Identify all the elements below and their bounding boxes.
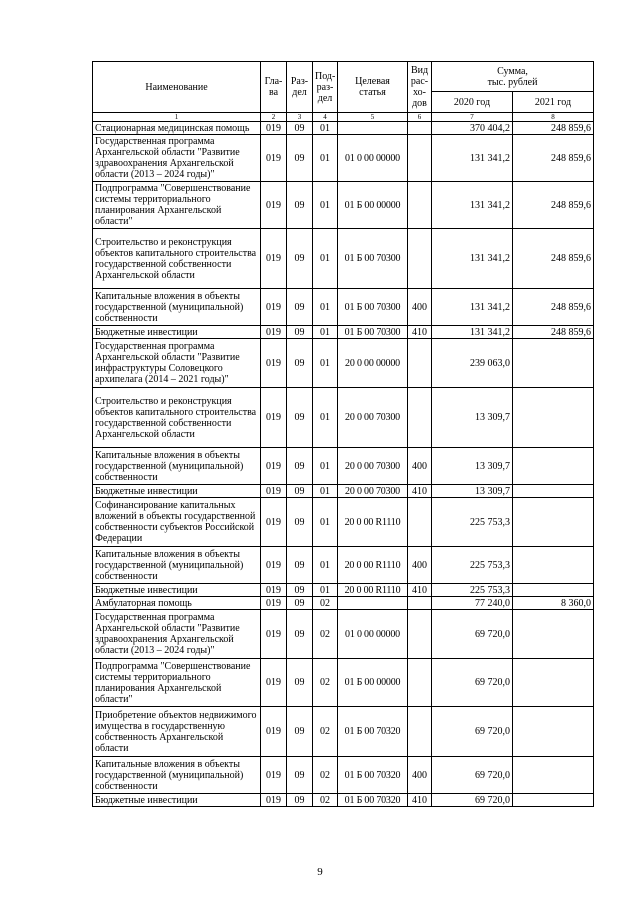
row-target: 01 Б 00 70320 (338, 757, 408, 794)
row-sum-2021: 248 859,6 (513, 122, 594, 135)
row-sum-2021 (513, 757, 594, 794)
row-target: 20 0 00 00000 (338, 339, 408, 388)
table-row (93, 229, 594, 289)
row-name: Государственная программа Архангельской области "Развитие инфраструктуры Соловецкого архипелага (2014 – 2021 годы)" (93, 339, 261, 388)
row-target: 01 Б 00 70320 (338, 707, 408, 757)
row-expense-type (408, 182, 432, 229)
table-row (93, 498, 594, 547)
header-target-label: Целевая статья (355, 76, 390, 98)
row-sum-2020: 225 753,3 (432, 498, 513, 547)
row-chapter: 019 (261, 597, 287, 610)
row-sum-2021 (513, 707, 594, 757)
column-number: 7 (432, 113, 513, 122)
row-expense-type: 400 (408, 448, 432, 485)
row-expense-type: 400 (408, 757, 432, 794)
table-row (93, 122, 594, 135)
row-sum-2020: 239 063,0 (432, 339, 513, 388)
budget-table (92, 61, 594, 807)
row-name: Капитальные вложения в объекты государственной (муниципальной) собственности (93, 448, 261, 485)
header-section-label: Раз- дел (290, 76, 309, 98)
row-sum-2020: 13 309,7 (432, 485, 513, 498)
header-section (287, 62, 313, 113)
header-year-2021: 2021 год (513, 92, 594, 113)
row-target: 20 0 00 70300 (338, 485, 408, 498)
header-subsection-label: Под- раз- дел (315, 70, 336, 104)
row-section: 09 (287, 610, 313, 659)
row-section: 09 (287, 326, 313, 339)
row-subsection: 01 (313, 182, 338, 229)
header-chapter-label: Гла- ва (264, 76, 283, 98)
row-sum-2021 (513, 610, 594, 659)
column-number: 8 (513, 113, 594, 122)
row-sum-2021: 248 859,6 (513, 229, 594, 289)
table-row (93, 757, 594, 794)
row-chapter: 019 (261, 794, 287, 807)
row-expense-type (408, 388, 432, 448)
table-row (93, 794, 594, 807)
row-sum-2020: 13 309,7 (432, 448, 513, 485)
row-name: Бюджетные инвестиции (93, 794, 261, 807)
row-sum-2020: 69 720,0 (432, 794, 513, 807)
row-target: 01 Б 00 00000 (338, 182, 408, 229)
column-number: 5 (338, 113, 408, 122)
row-chapter: 019 (261, 339, 287, 388)
row-sum-2021 (513, 794, 594, 807)
column-number: 1 (93, 113, 261, 122)
header-sum-label: Сумма, тыс. рублей (487, 65, 538, 88)
row-target: 20 0 00 70300 (338, 388, 408, 448)
row-chapter: 019 (261, 659, 287, 707)
row-chapter: 019 (261, 707, 287, 757)
page-number: 9 (317, 866, 323, 878)
row-target: 01 Б 00 70320 (338, 794, 408, 807)
row-name: Строительство и реконструкция объектов капитального строительства государственной собственности Архангельской области (93, 229, 261, 289)
column-number: 2 (261, 113, 287, 122)
row-sum-2020: 131 341,2 (432, 326, 513, 339)
row-sum-2021: 8 360,0 (513, 597, 594, 610)
row-subsection: 01 (313, 289, 338, 326)
row-subsection: 01 (313, 339, 338, 388)
column-number: 6 (408, 113, 432, 122)
row-sum-2021: 248 859,6 (513, 135, 594, 182)
row-name: Приобретение объектов недвижимого имущества в государственную собственность Архангельской области (93, 707, 261, 757)
row-section: 09 (287, 757, 313, 794)
row-sum-2021 (513, 547, 594, 584)
row-section: 09 (287, 485, 313, 498)
table-row (93, 610, 594, 659)
row-chapter: 019 (261, 122, 287, 135)
table-row (93, 135, 594, 182)
row-target (338, 122, 408, 135)
row-subsection: 01 (313, 388, 338, 448)
row-chapter: 019 (261, 547, 287, 584)
header-name: Наименование (93, 62, 261, 113)
row-target: 01 0 00 00000 (338, 610, 408, 659)
table-row (93, 388, 594, 448)
table-row (93, 448, 594, 485)
row-section: 09 (287, 182, 313, 229)
row-subsection: 02 (313, 757, 338, 794)
row-subsection: 01 (313, 229, 338, 289)
header-chapter (261, 62, 287, 113)
column-number: 3 (287, 113, 313, 122)
row-subsection: 02 (313, 597, 338, 610)
header-target (338, 62, 408, 113)
row-target: 01 Б 00 70300 (338, 326, 408, 339)
row-chapter: 019 (261, 485, 287, 498)
table-row (93, 182, 594, 229)
row-name: Бюджетные инвестиции (93, 584, 261, 597)
column-number: 4 (313, 113, 338, 122)
row-section: 09 (287, 584, 313, 597)
row-expense-type: 400 (408, 289, 432, 326)
header-sum (432, 62, 594, 92)
row-chapter: 019 (261, 757, 287, 794)
row-section: 09 (287, 339, 313, 388)
row-chapter: 019 (261, 448, 287, 485)
table-row (93, 659, 594, 707)
row-sum-2020: 69 720,0 (432, 659, 513, 707)
row-expense-type: 410 (408, 794, 432, 807)
row-sum-2021: 248 859,6 (513, 326, 594, 339)
header-expense-type-label: Вид рас- хо- дов (410, 65, 429, 109)
table-body (93, 122, 594, 807)
row-target: 20 0 00 70300 (338, 448, 408, 485)
row-subsection: 01 (313, 326, 338, 339)
row-sum-2020: 225 753,3 (432, 584, 513, 597)
row-sum-2021 (513, 388, 594, 448)
row-target: 01 Б 00 70300 (338, 289, 408, 326)
row-section: 09 (287, 122, 313, 135)
row-sum-2021 (513, 498, 594, 547)
row-expense-type: 410 (408, 326, 432, 339)
row-target: 01 Б 00 70300 (338, 229, 408, 289)
row-sum-2021 (513, 339, 594, 388)
row-subsection: 01 (313, 448, 338, 485)
row-subsection: 01 (313, 135, 338, 182)
row-section: 09 (287, 135, 313, 182)
row-chapter: 019 (261, 289, 287, 326)
row-expense-type (408, 122, 432, 135)
row-sum-2021 (513, 485, 594, 498)
row-section: 09 (287, 289, 313, 326)
header-year-2020: 2020 год (432, 92, 513, 113)
row-name: Государственная программа Архангельской области "Развитие здравоохранения Архангельской области (2013 – 2024 годы)" (93, 610, 261, 659)
table-row (93, 289, 594, 326)
row-section: 09 (287, 597, 313, 610)
row-target: 01 0 00 00000 (338, 135, 408, 182)
row-sum-2021 (513, 659, 594, 707)
row-chapter: 019 (261, 135, 287, 182)
row-sum-2021: 248 859,6 (513, 182, 594, 229)
row-name: Софинансирование капитальных вложений в объекты государственной собственности субъектов Российской Федерации (93, 498, 261, 547)
row-section: 09 (287, 388, 313, 448)
row-chapter: 019 (261, 182, 287, 229)
table-row (93, 485, 594, 498)
row-sum-2020: 131 341,2 (432, 289, 513, 326)
row-expense-type (408, 597, 432, 610)
row-name: Капитальные вложения в объекты государственной (муниципальной) собственности (93, 289, 261, 326)
table-header (93, 62, 594, 122)
row-subsection: 01 (313, 485, 338, 498)
row-target (338, 597, 408, 610)
row-expense-type: 410 (408, 485, 432, 498)
row-chapter: 019 (261, 584, 287, 597)
row-subsection: 02 (313, 659, 338, 707)
row-expense-type (408, 659, 432, 707)
row-name: Государственная программа Архангельской области "Развитие здравоохранения Архангельской области (2013 – 2024 годы)" (93, 135, 261, 182)
row-sum-2020: 69 720,0 (432, 707, 513, 757)
row-expense-type (408, 229, 432, 289)
row-name: Бюджетные инвестиции (93, 326, 261, 339)
row-chapter: 019 (261, 229, 287, 289)
column-number-row (93, 113, 594, 122)
row-name: Строительство и реконструкция объектов капитального строительства государственной собственности Архангельской области (93, 388, 261, 448)
row-section: 09 (287, 448, 313, 485)
row-name: Капитальные вложения в объекты государственной (муниципальной) собственности (93, 757, 261, 794)
row-expense-type (408, 339, 432, 388)
row-name: Амбулаторная помощь (93, 597, 261, 610)
row-section: 09 (287, 229, 313, 289)
row-subsection: 01 (313, 584, 338, 597)
table-row (93, 339, 594, 388)
row-target: 01 Б 00 00000 (338, 659, 408, 707)
header-subsection (313, 62, 338, 113)
row-name: Подпрограмма "Совершенствование системы территориального планирования Архангельской области" (93, 182, 261, 229)
table-row (93, 326, 594, 339)
row-subsection: 02 (313, 794, 338, 807)
row-sum-2020: 370 404,2 (432, 122, 513, 135)
row-target: 20 0 00 R1110 (338, 547, 408, 584)
table-row (93, 584, 594, 597)
row-subsection: 02 (313, 707, 338, 757)
row-expense-type: 400 (408, 547, 432, 584)
table-row (93, 597, 594, 610)
row-sum-2020: 13 309,7 (432, 388, 513, 448)
row-expense-type (408, 498, 432, 547)
row-section: 09 (287, 498, 313, 547)
row-subsection: 01 (313, 498, 338, 547)
row-section: 09 (287, 659, 313, 707)
row-section: 09 (287, 547, 313, 584)
row-section: 09 (287, 794, 313, 807)
row-expense-type (408, 707, 432, 757)
row-name: Стационарная медицинская помощь (93, 122, 261, 135)
row-sum-2020: 131 341,2 (432, 182, 513, 229)
row-sum-2021 (513, 584, 594, 597)
row-chapter: 019 (261, 326, 287, 339)
row-sum-2020: 77 240,0 (432, 597, 513, 610)
row-sum-2020: 69 720,0 (432, 610, 513, 659)
row-subsection: 01 (313, 547, 338, 584)
row-sum-2020: 225 753,3 (432, 547, 513, 584)
row-name: Капитальные вложения в объекты государственной (муниципальной) собственности (93, 547, 261, 584)
row-target: 20 0 00 R1110 (338, 498, 408, 547)
row-sum-2021 (513, 448, 594, 485)
row-expense-type (408, 135, 432, 182)
row-sum-2020: 131 341,2 (432, 229, 513, 289)
row-sum-2020: 131 341,2 (432, 135, 513, 182)
row-section: 09 (287, 707, 313, 757)
row-chapter: 019 (261, 498, 287, 547)
table-row (93, 547, 594, 584)
row-chapter: 019 (261, 388, 287, 448)
row-name: Подпрограмма "Совершенствование системы территориального планирования Архангельской области" (93, 659, 261, 707)
table-row (93, 707, 594, 757)
row-target: 20 0 00 R1110 (338, 584, 408, 597)
row-chapter: 019 (261, 610, 287, 659)
row-sum-2020: 69 720,0 (432, 757, 513, 794)
row-expense-type: 410 (408, 584, 432, 597)
row-expense-type (408, 610, 432, 659)
header-expense-type (408, 62, 432, 113)
row-subsection: 01 (313, 122, 338, 135)
row-sum-2021: 248 859,6 (513, 289, 594, 326)
row-name: Бюджетные инвестиции (93, 485, 261, 498)
row-subsection: 02 (313, 610, 338, 659)
